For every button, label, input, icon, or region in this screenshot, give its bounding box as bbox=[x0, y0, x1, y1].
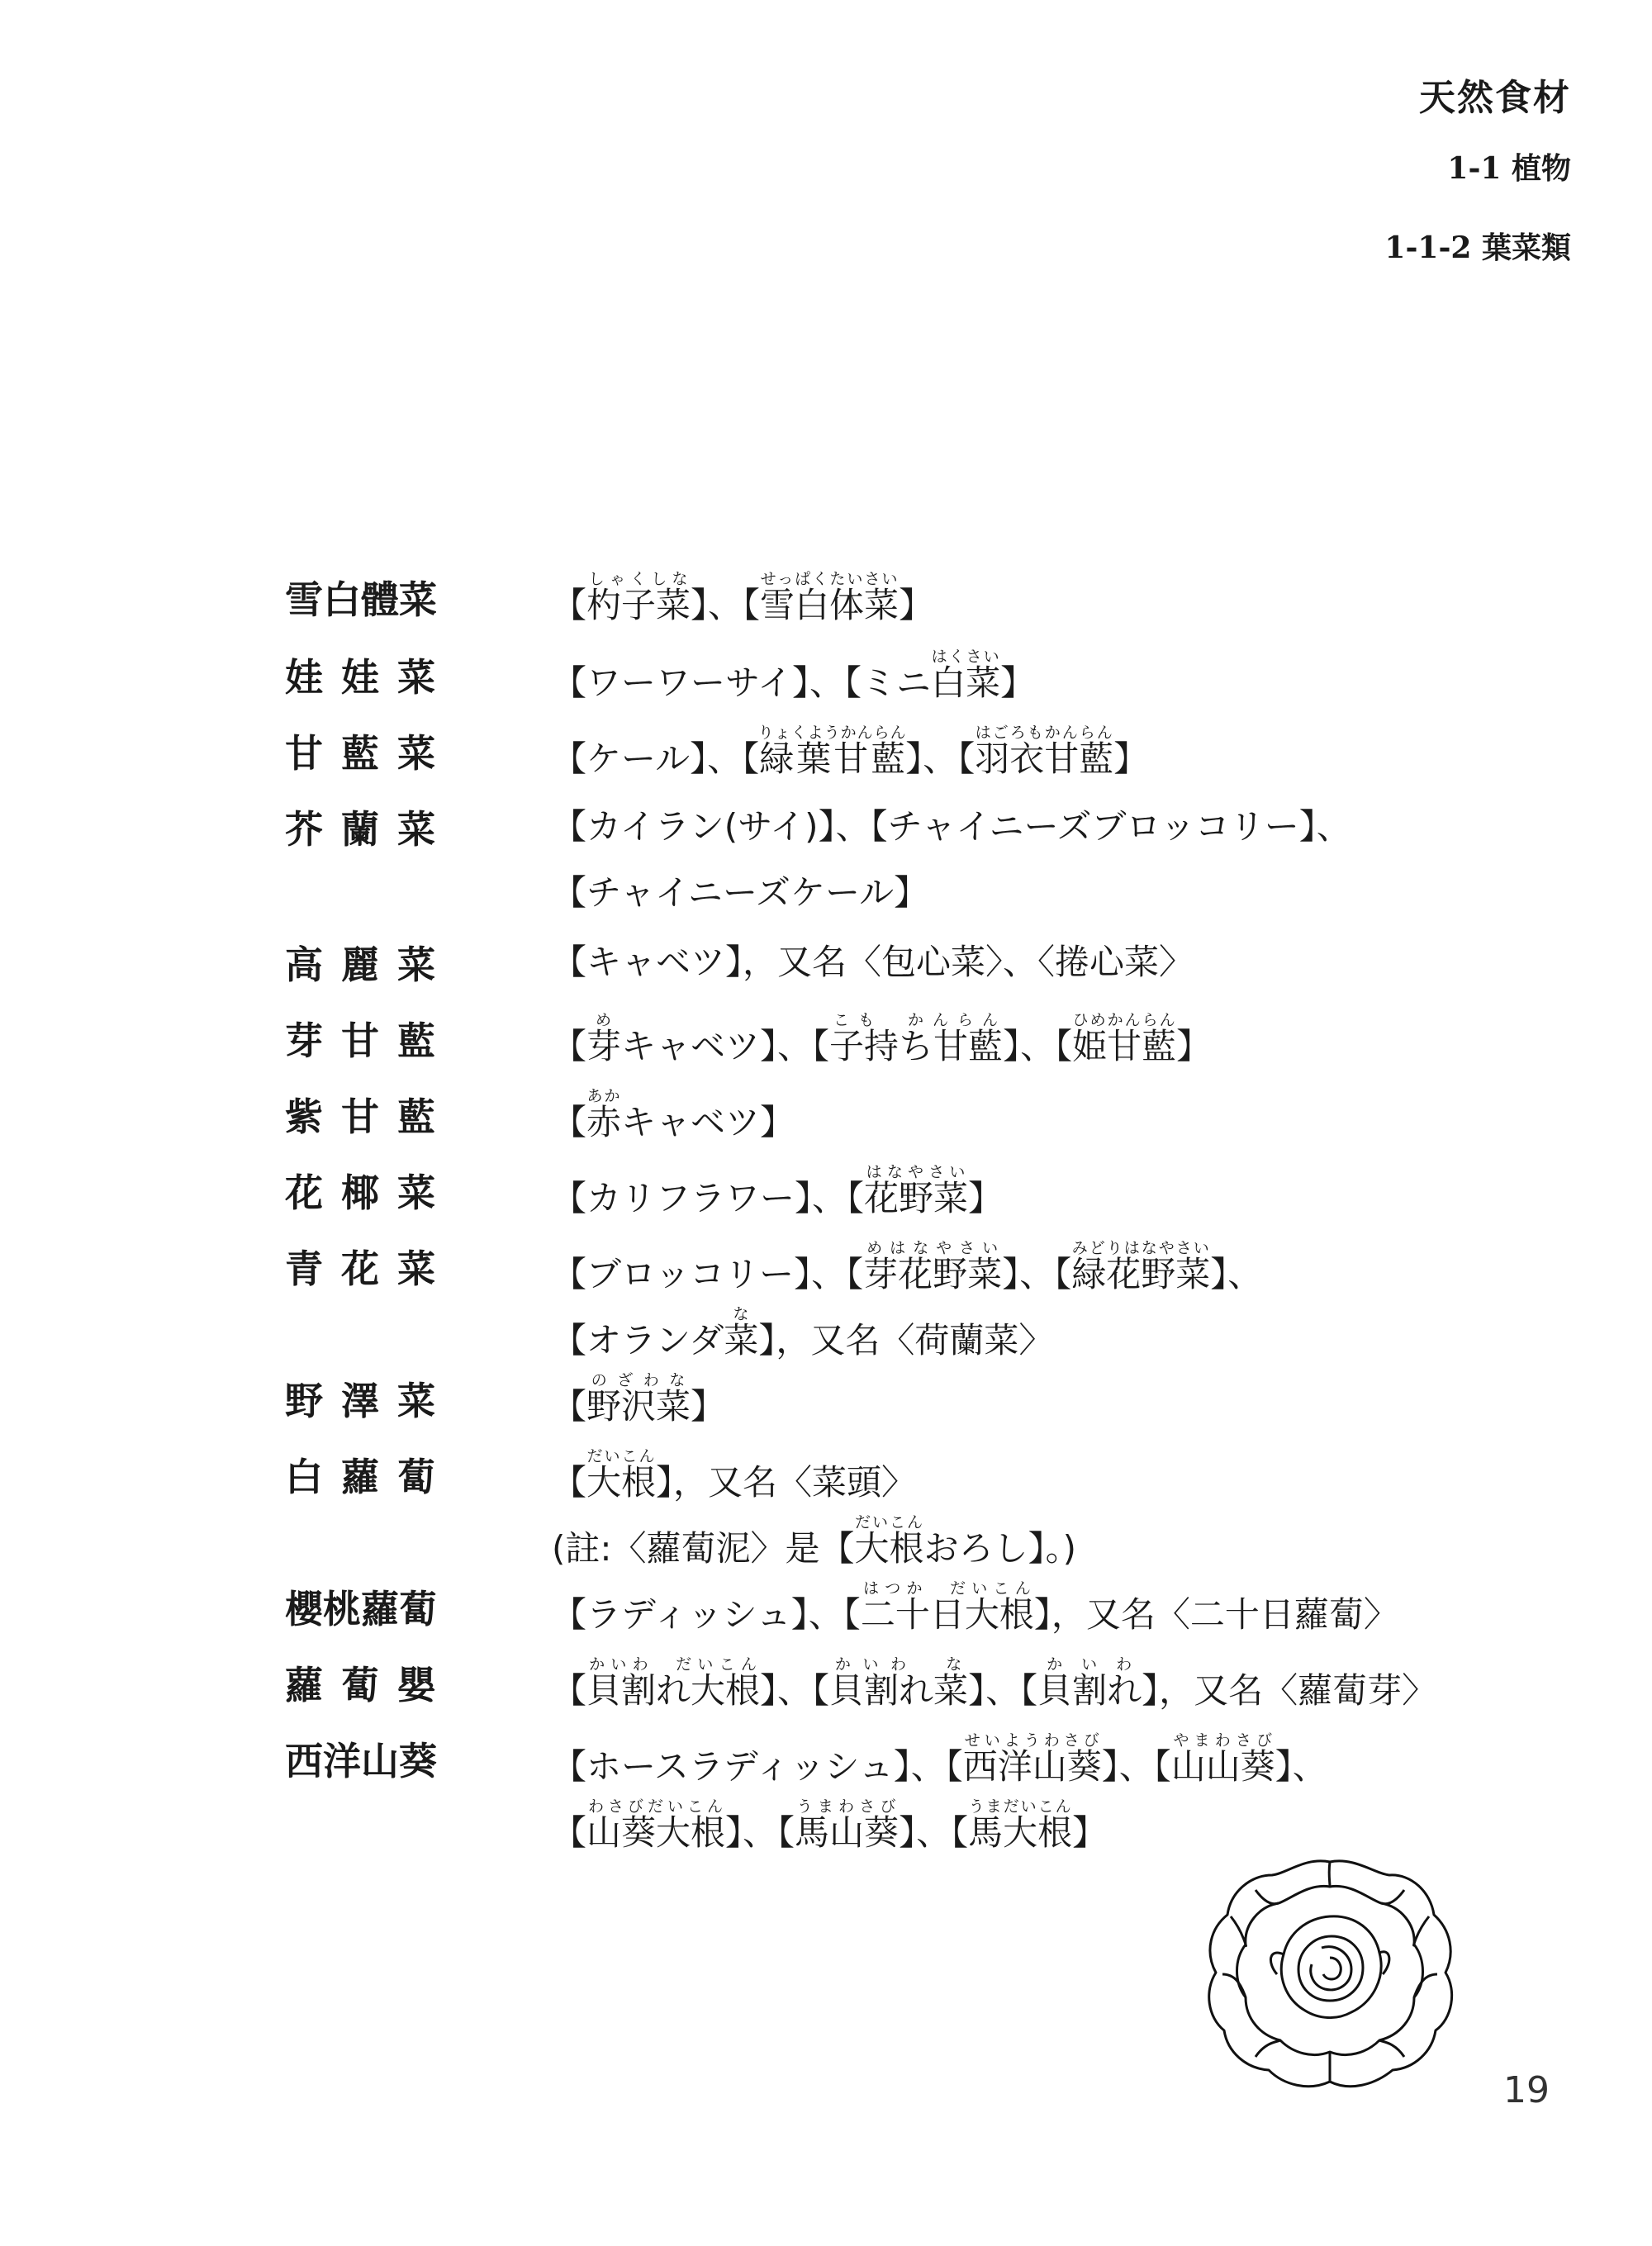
definition-text: 】 bbox=[899, 585, 934, 625]
furigana-reading: めはなやさい bbox=[863, 1239, 1003, 1257]
furigana-word bbox=[795, 1797, 900, 1853]
definition-text: 】 bbox=[1000, 662, 1036, 703]
furigana-word bbox=[1037, 1655, 1142, 1711]
furigana-reading: やまわさび bbox=[1170, 1731, 1275, 1750]
definition-text: 】、【 bbox=[905, 738, 976, 779]
definition-text: 】 bbox=[1072, 1812, 1108, 1853]
furigana-word bbox=[757, 724, 907, 779]
definition-text: 】，又名〈蘿蔔芽〉 bbox=[1142, 1670, 1437, 1711]
furigana-reading: こも かんらん bbox=[829, 1011, 1004, 1029]
definition-text: 【チャイニーズケール】 bbox=[552, 872, 929, 913]
furigana-reading: な bbox=[724, 1305, 759, 1323]
furigana-base: 花野菜 bbox=[864, 1178, 969, 1218]
furigana-base: 姫甘藍 bbox=[1072, 1026, 1177, 1066]
glossary-definition-line bbox=[552, 800, 1351, 849]
furigana-reading: せっぱくたいさい bbox=[760, 570, 900, 588]
definition-text: 】、【 bbox=[691, 585, 761, 625]
definition-text: 】、【 bbox=[968, 1670, 1038, 1711]
definition-text: 【ブロッコリー】、【 bbox=[552, 1254, 864, 1294]
glossary-term: 雪白體菜 bbox=[285, 577, 437, 622]
furigana-base: 貝割れ bbox=[1037, 1670, 1142, 1711]
glossary-definition-line bbox=[552, 1797, 1107, 1855]
furigana-word bbox=[586, 1447, 657, 1503]
glossary-definition-line bbox=[552, 1305, 1053, 1363]
furigana-word bbox=[724, 1305, 759, 1360]
definition-text: 【 bbox=[552, 1386, 587, 1427]
definition-text: 】、【 bbox=[1002, 1254, 1072, 1294]
furigana-base: 白菜 bbox=[931, 662, 1001, 703]
furigana-reading: しゃくしな bbox=[586, 570, 691, 588]
furigana-base: 二十日大根 bbox=[860, 1594, 1034, 1635]
furigana-base: 馬山葵 bbox=[795, 1812, 900, 1853]
furigana-base: 緑葉甘藍 bbox=[757, 738, 907, 779]
glossary-term: 芥蘭菜 bbox=[285, 807, 453, 852]
glossary-definition-line bbox=[552, 648, 1035, 705]
definition-text: 【オランダ bbox=[552, 1320, 724, 1360]
glossary-definition-line bbox=[552, 866, 928, 915]
definition-text: 【ケール】、【 bbox=[552, 738, 760, 779]
furigana-word bbox=[760, 570, 900, 625]
page-number: 19 bbox=[1503, 2069, 1550, 2111]
furigana-word bbox=[586, 1797, 726, 1853]
glossary-definition-line bbox=[552, 570, 933, 628]
definition-text: おろし】。) bbox=[923, 1528, 1076, 1569]
glossary-term: 紫甘藍 bbox=[285, 1095, 453, 1139]
furigana-base: 大根 bbox=[586, 1462, 657, 1503]
definition-text: キャベツ】、【 bbox=[621, 1026, 830, 1066]
definition-text: 】、【 bbox=[1101, 1746, 1171, 1787]
furigana-reading: りょくようかんらん bbox=[757, 724, 907, 742]
furigana-reading: わさびだいこん bbox=[586, 1797, 726, 1816]
furigana-word bbox=[931, 648, 1001, 703]
glossary-definition-line bbox=[552, 724, 1148, 781]
furigana-word bbox=[854, 1513, 924, 1569]
definition-text: 【 bbox=[552, 1462, 587, 1503]
furigana-reading: みどりはなやさい bbox=[1071, 1239, 1211, 1257]
furigana-reading: はごろもかんらん bbox=[975, 724, 1114, 742]
definition-text: 】、【 bbox=[899, 1812, 969, 1853]
furigana-word bbox=[829, 1011, 1004, 1066]
furigana-base: 赤 bbox=[586, 1102, 622, 1142]
glossary-definition-line bbox=[552, 1579, 1398, 1637]
furigana-base: 大根 bbox=[854, 1528, 924, 1569]
definition-text: 】、 bbox=[1275, 1746, 1327, 1787]
furigana-word bbox=[586, 1371, 691, 1427]
furigana-reading: だいこん bbox=[586, 1447, 657, 1465]
definition-text: 】 bbox=[1176, 1026, 1212, 1066]
furigana-reading: め bbox=[586, 1011, 622, 1029]
definition-text: 【ホースラディッシュ】、【 bbox=[552, 1746, 963, 1787]
definition-text: 】、【 bbox=[725, 1812, 795, 1853]
furigana-word bbox=[829, 1655, 969, 1711]
furigana-word bbox=[586, 570, 691, 625]
subsection-title: 1-1 植物 bbox=[1447, 151, 1571, 186]
definition-text: 】，又名〈菜頭〉 bbox=[656, 1462, 917, 1503]
cabbage-illustration bbox=[1198, 1850, 1462, 2098]
subsubsection-title: 1-1-2 葉菜類 bbox=[1384, 230, 1571, 265]
furigana-reading: うまだいこん bbox=[968, 1797, 1073, 1816]
glossary-definition-line bbox=[552, 1513, 1076, 1571]
furigana-reading: かいわ bbox=[1037, 1655, 1142, 1674]
glossary-term: 甘藍菜 bbox=[285, 731, 453, 776]
furigana-base: 緑花野菜 bbox=[1071, 1254, 1211, 1294]
glossary-term: 櫻桃蘿蔔 bbox=[285, 1587, 437, 1631]
definition-text: 】，又名〈二十日蘿蔔〉 bbox=[1033, 1594, 1398, 1635]
glossary-definition-line bbox=[552, 1731, 1327, 1789]
definition-text: (註:〈蘿蔔泥〉是【 bbox=[552, 1528, 855, 1569]
definition-text: 【キャベツ】，又名〈包心菜〉、〈捲心菜〉 bbox=[552, 942, 1194, 982]
definition-text: 【カリフラワー】、【 bbox=[552, 1178, 865, 1218]
furigana-word bbox=[586, 1655, 761, 1711]
glossary-definition-line bbox=[552, 1371, 725, 1429]
furigana-base: 山葵大根 bbox=[586, 1812, 726, 1853]
furigana-base: 羽衣甘藍 bbox=[975, 738, 1114, 779]
glossary-definition-line bbox=[552, 1011, 1211, 1069]
furigana-word bbox=[860, 1579, 1034, 1635]
furigana-reading: はつか だいこん bbox=[860, 1579, 1034, 1598]
furigana-base: 子持ち甘藍 bbox=[829, 1026, 1004, 1066]
furigana-base: 西洋山葵 bbox=[962, 1746, 1102, 1787]
furigana-word bbox=[962, 1731, 1102, 1787]
glossary-term: 白蘿蔔 bbox=[285, 1455, 453, 1499]
furigana-base: 野沢菜 bbox=[586, 1386, 691, 1427]
glossary-term: 芽甘藍 bbox=[285, 1019, 453, 1063]
furigana-word bbox=[975, 724, 1114, 779]
furigana-word bbox=[968, 1797, 1073, 1853]
furigana-reading: かいわ だいこん bbox=[586, 1655, 761, 1674]
definition-text: 】 bbox=[1113, 738, 1149, 779]
definition-text: 【ワーワーサイ】、【ミニ bbox=[552, 662, 932, 703]
furigana-reading: だいこん bbox=[854, 1513, 924, 1531]
furigana-base: 貝割れ大根 bbox=[586, 1670, 761, 1711]
definition-text: 】、 bbox=[1210, 1254, 1263, 1294]
furigana-base: 馬大根 bbox=[968, 1812, 1073, 1853]
glossary-definition-line bbox=[552, 1239, 1262, 1297]
furigana-word bbox=[586, 1087, 622, 1142]
definition-text: 【 bbox=[552, 585, 587, 625]
furigana-reading: ひめかんらん bbox=[1072, 1011, 1177, 1029]
glossary-term: 野澤菜 bbox=[285, 1379, 453, 1423]
glossary-definition-line bbox=[552, 935, 1194, 985]
glossary-term: 花椰菜 bbox=[285, 1170, 453, 1215]
definition-text: 【 bbox=[552, 1102, 587, 1142]
glossary-term: 蘿蔔嬰 bbox=[285, 1663, 453, 1707]
definition-text: キャベツ】 bbox=[621, 1102, 795, 1142]
definition-text: 【 bbox=[552, 1026, 587, 1066]
furigana-word bbox=[1071, 1239, 1211, 1294]
furigana-reading: のざわな bbox=[586, 1371, 691, 1389]
furigana-reading: うまわさび bbox=[795, 1797, 900, 1816]
furigana-reading: かいわ な bbox=[829, 1655, 969, 1674]
definition-text: 】，又名〈荷蘭菜〉 bbox=[758, 1320, 1054, 1360]
furigana-base: 菜 bbox=[724, 1320, 759, 1360]
glossary-term: 高麗菜 bbox=[285, 943, 453, 987]
definition-text: 【 bbox=[552, 1670, 587, 1711]
glossary-term: 青花菜 bbox=[285, 1246, 453, 1291]
furigana-base: 杓子菜 bbox=[586, 585, 691, 625]
glossary-term: 西洋山葵 bbox=[285, 1739, 437, 1783]
furigana-word bbox=[864, 1163, 969, 1218]
definition-text: 】 bbox=[968, 1178, 1004, 1218]
definition-text: 】 bbox=[691, 1386, 726, 1427]
section-title: 天然食材 bbox=[1419, 77, 1571, 119]
definition-text: 【カイラン(サイ)】、【チャイニーズブロッコリー】、 bbox=[552, 806, 1351, 847]
furigana-base: 貝割れ菜 bbox=[829, 1670, 969, 1711]
glossary-term: 娃娃菜 bbox=[285, 655, 453, 700]
furigana-reading: はくさい bbox=[931, 648, 1001, 666]
furigana-word bbox=[586, 1011, 622, 1066]
furigana-word bbox=[1072, 1011, 1177, 1066]
glossary-definition-line bbox=[552, 1655, 1436, 1713]
definition-text: 【 bbox=[552, 1812, 587, 1853]
definition-text: 】、【 bbox=[1003, 1026, 1073, 1066]
glossary-definition-line bbox=[552, 1087, 795, 1145]
furigana-reading: あか bbox=[586, 1087, 622, 1105]
furigana-word bbox=[863, 1239, 1003, 1294]
furigana-base: 芽 bbox=[586, 1026, 622, 1066]
furigana-word bbox=[1170, 1731, 1275, 1787]
furigana-reading: せいようわさび bbox=[962, 1731, 1102, 1750]
furigana-reading: はなやさい bbox=[864, 1163, 969, 1181]
glossary-definition-line bbox=[552, 1447, 916, 1505]
furigana-base: 雪白体菜 bbox=[760, 585, 900, 625]
furigana-base: 山山葵 bbox=[1170, 1746, 1275, 1787]
definition-text: 【ラディッシュ】、【 bbox=[552, 1594, 861, 1635]
glossary-definition-line bbox=[552, 1163, 1003, 1221]
furigana-base: 芽花野菜 bbox=[863, 1254, 1003, 1294]
definition-text: 】、【 bbox=[760, 1670, 830, 1711]
